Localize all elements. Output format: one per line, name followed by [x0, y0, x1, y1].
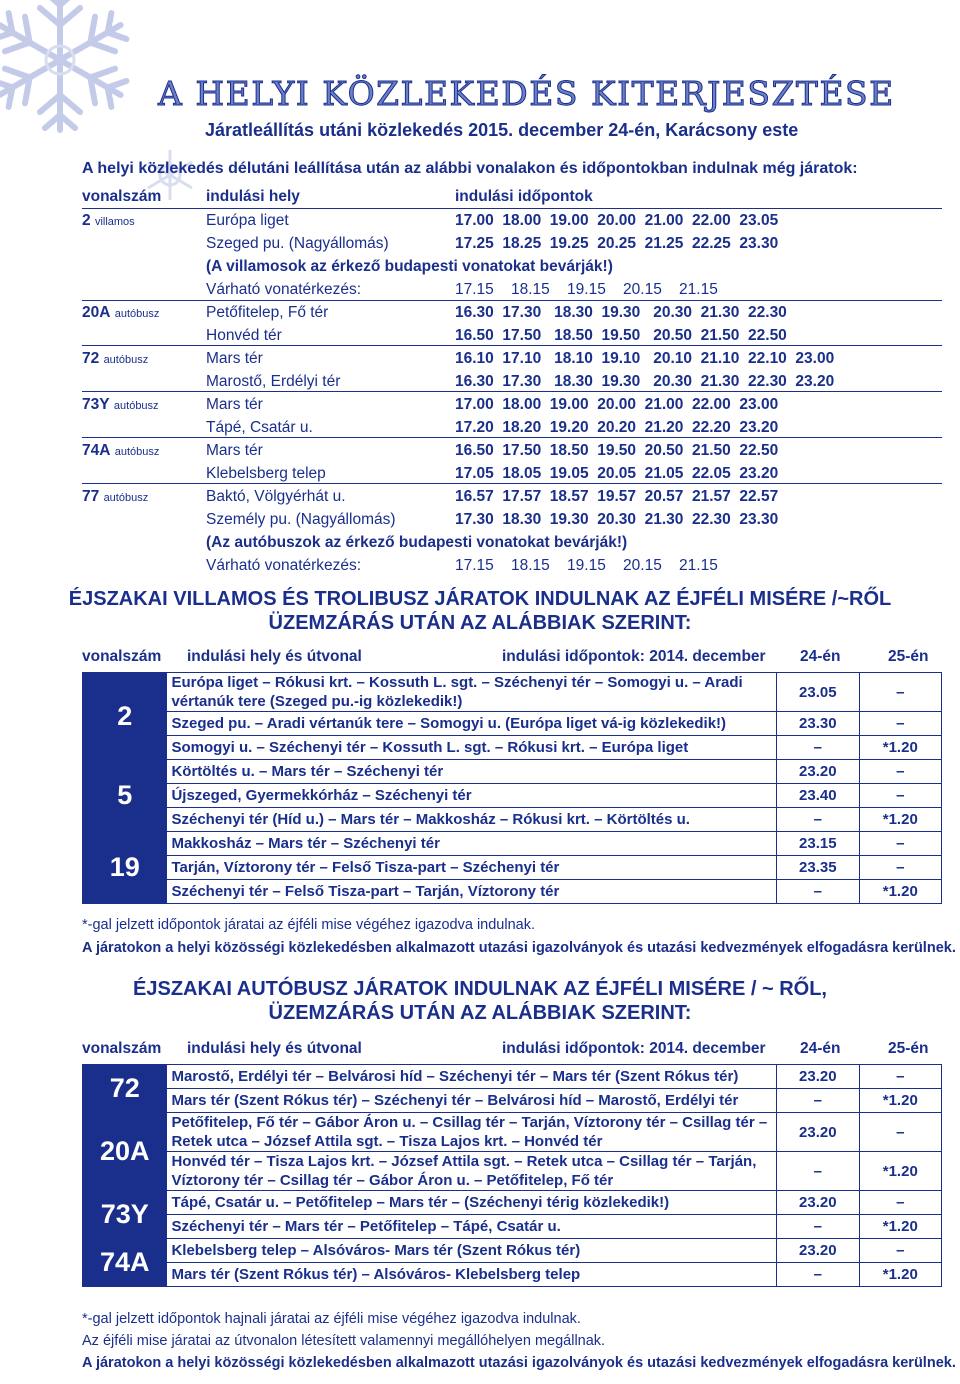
departure-place: Tápé, Csatár u. [206, 419, 313, 436]
route-description: Tápé, Csatár u. – Petőfitelep – Mars tér – (Széchenyi térig közlekedik!) [167, 1191, 777, 1215]
bus-header-24: 24-én [800, 1040, 841, 1057]
route-description: Széchenyi tér – Mars tér – Petőfitelep – Tápé, Csatár u. [167, 1215, 777, 1239]
line-number [82, 350, 148, 368]
line-number-cell: 74A [83, 1239, 167, 1287]
vehicle-type: autóbusz [103, 492, 149, 504]
time-24: 23.20 [777, 760, 859, 784]
route-description: Körtöltés u. – Mars tér – Széchenyi tér [167, 760, 777, 784]
route-description: Petőfitelep, Fő tér – Gábor Áron u. – Csillag tér – Tarján, Víztorony tér – Csillag tér – Retek utca – József Attila sgt. – Tisza Lajos krt. – Honvéd tér [167, 1113, 777, 1152]
departure-times: 17.25 18.25 19.25 20.25 21.25 22.25 23.30 [455, 235, 779, 252]
tram-header-25: 25-én [888, 648, 929, 665]
line-number [82, 488, 148, 506]
time-24: – [777, 1263, 859, 1287]
time-24: 23.05 [777, 673, 859, 712]
time-24: – [777, 808, 859, 832]
departure-place: Marostő, Erdélyi tér [206, 373, 341, 390]
line-number-cell: 73Y [83, 1191, 167, 1239]
departure-times: 17.15 18.15 19.15 20.15 21.15 [455, 281, 718, 298]
divider [82, 300, 942, 301]
time-24: – [777, 1089, 859, 1113]
header-indulasi-hely: indulási hely [206, 188, 300, 205]
departure-place: Petőfitelep, Fő tér [206, 304, 329, 321]
departure-times: 17.30 18.30 19.30 20.30 21.30 22.30 23.30 [455, 511, 779, 528]
departure-place: Baktó, Völgyérhát u. [206, 488, 346, 505]
time-24: 23.20 [777, 1113, 859, 1152]
departure-place: Mars tér [206, 442, 263, 459]
route-row [83, 1089, 942, 1113]
line-number-cell: 19 [83, 832, 167, 904]
departure-times: 16.30 17.30 18.30 19.30 20.30 21.30 22.30 [455, 304, 787, 321]
route-description: Somogyi u. – Széchenyi tér – Kossuth L. sgt. – Rókusi krt. – Európa liget [167, 736, 777, 760]
time-24: 23.20 [777, 1239, 859, 1263]
departure-times: 16.50 17.50 18.50 19.50 20.50 21.50 22.50 [455, 327, 787, 344]
line-label: 73Y [82, 396, 110, 413]
time-24: 23.20 [777, 1065, 859, 1089]
line-number-cell: 5 [83, 760, 167, 832]
route-description: Újszeged, Gyermekkórház – Széchenyi tér [167, 784, 777, 808]
time-25: *1.20 [859, 808, 941, 832]
bus-footnote1: *-gal jelzett időpontok hajnali járatai az éjféli mise végéhez igazodva indulnak. [82, 1311, 581, 1327]
line-number [82, 304, 159, 322]
time-24: 23.15 [777, 832, 859, 856]
tram-footnote: *-gal jelzett időpontok járatai az éjféli mise végéhez igazodva indulnak. [82, 917, 535, 933]
route-description: Makkosház – Mars tér – Széchenyi tér [167, 832, 777, 856]
route-description: Széchenyi tér – Felső Tisza-part – Tarján, Víztorony tér [167, 880, 777, 904]
route-description: Marostő, Erdélyi tér – Belvárosi híd – Széchenyi tér – Mars tér (Szent Rókus tér) [167, 1065, 777, 1089]
time-25: – [859, 856, 941, 880]
route-row [83, 1215, 942, 1239]
route-row [83, 712, 942, 736]
departure-times: 17.15 18.15 19.15 20.15 21.15 [455, 557, 718, 574]
route-description: Honvéd tér – Tisza Lajos krt. – József Attila sgt. – Retek utca – Csillag tér – Tarján, Víztorony tér – Csillag tér – Gábor Áron u. – Petőfitelep, Fő tér [167, 1152, 777, 1191]
departure-place: Személy pu. (Nagyállomás) [206, 511, 396, 528]
departure-place: Mars tér [206, 350, 263, 367]
time-24: – [777, 1215, 859, 1239]
route-row [83, 1065, 942, 1089]
divider [82, 391, 942, 392]
tram-title-line2: ÜZEMZÁRÁS UTÁN AZ ALÁBBIAK SZERINT: [268, 612, 692, 634]
departure-place: Klebelsberg telep [206, 465, 326, 482]
vehicle-type: autóbusz [103, 354, 149, 366]
line-number-cell: 20A [83, 1113, 167, 1191]
tram-header-line: vonalszám [82, 648, 162, 665]
time-24: – [777, 880, 859, 904]
time-25: – [859, 1239, 941, 1263]
tram-table [82, 672, 942, 904]
line-label: 2 [82, 212, 91, 229]
route-description: Klebelsberg telep – Alsóváros- Mars tér (Szent Rókus tér) [167, 1239, 777, 1263]
bus-header-route: indulási hely és útvonal [187, 1040, 362, 1057]
time-25: – [859, 1191, 941, 1215]
route-row [83, 808, 942, 832]
departure-times: 16.50 17.50 18.50 19.50 20.50 21.50 22.50 [455, 442, 779, 459]
time-25: – [859, 760, 941, 784]
departure-place: Európa liget [206, 212, 289, 229]
line-label: 77 [82, 488, 100, 505]
route-description: Széchenyi tér (Híd u.) – Mars tér – Makkosház – Rókusi krt. – Körtöltés u. [167, 808, 777, 832]
time-25: – [859, 712, 941, 736]
departure-times: 17.05 18.05 19.05 20.05 21.05 22.05 23.20 [455, 465, 779, 482]
bus-header-times: indulási időpontok: 2014. december [502, 1040, 766, 1057]
time-25: *1.20 [859, 736, 941, 760]
route-row [83, 673, 942, 712]
route-row [83, 1263, 942, 1287]
departure-times: 16.57 17.57 18.57 19.57 20.57 21.57 22.57 [455, 488, 779, 505]
time-24: 23.35 [777, 856, 859, 880]
time-25: – [859, 1113, 941, 1152]
time-25: *1.20 [859, 1215, 941, 1239]
route-row [83, 1239, 942, 1263]
schedule-note: (A villamosok az érkező budapesti vonatokat bevárják!) [206, 258, 613, 275]
vehicle-type: autóbusz [114, 308, 160, 320]
bus-table [82, 1064, 942, 1287]
line-number-cell: 72 [83, 1065, 167, 1113]
divider [82, 208, 942, 209]
time-25: – [859, 832, 941, 856]
route-row [83, 832, 942, 856]
line-number [82, 442, 159, 460]
departure-place: Mars tér [206, 396, 263, 413]
line-number [82, 212, 135, 230]
route-description: Mars tér (Szent Rókus tér) – Alsóváros- Klebelsberg telep [167, 1263, 777, 1287]
route-description: Tarján, Víztorony tér – Felső Tisza-part – Széchenyi tér [167, 856, 777, 880]
time-24: 23.20 [777, 1191, 859, 1215]
route-row [83, 1113, 942, 1152]
route-description: Európa liget – Rókusi krt. – Kossuth L. sgt. – Széchenyi tér – Somogyi u. – Aradi vértanúk tere (Szeged pu.-ig közlekedik!) [167, 673, 777, 712]
bus-header-25: 25-én [888, 1040, 929, 1057]
schedule-note: (Az autóbuszok az érkező budapesti vonatokat bevárják!) [206, 534, 628, 551]
route-row [83, 880, 942, 904]
departure-place: Várható vonatérkezés: [206, 281, 362, 298]
divider [82, 483, 942, 484]
route-description: Szeged pu. – Aradi vértanúk tere – Somogyi u. (Európa liget vá-ig közlekedik!) [167, 712, 777, 736]
line-label: 74A [82, 442, 111, 459]
time-25: – [859, 673, 941, 712]
bus-title-line1: ÉJSZAKAI AUTÓBUSZ JÁRATOK INDULNAK AZ ÉJFÉLI MISÉRE / ~ RŐL, [133, 978, 827, 1000]
line-label: 72 [82, 350, 100, 367]
header-indulasi-idopontok: indulási időpontok [455, 188, 593, 205]
route-row [83, 1152, 942, 1191]
departure-place: Szeged pu. (Nagyállomás) [206, 235, 389, 252]
time-24: – [777, 736, 859, 760]
tram-header-times: indulási időpontok: 2014. december [502, 648, 766, 665]
tram-title-line1: ÉJSZAKAI VILLAMOS ÉS TROLIBUSZ JÁRATOK INDULNAK AZ ÉJFÉLI MISÉRE /~RŐL [68, 588, 892, 610]
route-description: Mars tér (Szent Rókus tér) – Széchenyi tér – Belvárosi híd – Marostő, Erdélyi tér [167, 1089, 777, 1113]
route-row [83, 760, 942, 784]
departure-times: 16.30 17.30 18.30 19.30 20.30 21.30 22.30 23.20 [455, 373, 835, 390]
departure-times: 17.00 18.00 19.00 20.00 21.00 22.00 23.00 [455, 396, 779, 413]
divider [82, 345, 942, 346]
line-number [82, 396, 159, 414]
departure-times: 17.20 18.20 19.20 20.20 21.20 22.20 23.20 [455, 419, 779, 436]
vehicle-type: autóbusz [113, 400, 159, 412]
bus-header-line: vonalszám [82, 1040, 162, 1057]
tram-footnote-bold: A járatokon a helyi közösségi közlekedésben alkalmazott utazási igazolványok és utazási kedvezmények elfogadásra kerülnek. [82, 940, 956, 956]
bus-footnote2: Az éjféli mise járatai az útvonalon létesített valamennyi megállóhelyen megállnak. [82, 1333, 606, 1349]
time-25: *1.20 [859, 880, 941, 904]
route-row [83, 856, 942, 880]
time-24: – [777, 1152, 859, 1191]
line-number-cell: 2 [83, 673, 167, 760]
time-25: *1.20 [859, 1152, 941, 1191]
tram-section-title [0, 587, 960, 635]
divider [82, 437, 942, 438]
vehicle-type: villamos [94, 216, 135, 228]
time-24: 23.40 [777, 784, 859, 808]
time-25: *1.20 [859, 1089, 941, 1113]
time-25: – [859, 1065, 941, 1089]
bus-section-title [0, 977, 960, 1025]
route-row [83, 784, 942, 808]
time-25: *1.20 [859, 1263, 941, 1287]
route-row [83, 1191, 942, 1215]
intro-text: A helyi közlekedés délutáni leállítása után az alábbi vonalakon és időpontokban indulnak még járatok: [82, 160, 858, 177]
page-title: A HELYI KÖZLEKEDÉS KITERJESZTÉSE [158, 74, 895, 113]
tram-header-route: indulási hely és útvonal [187, 648, 362, 665]
departure-place: Honvéd tér [206, 327, 282, 344]
line-label: 20A [82, 304, 111, 321]
vehicle-type: autóbusz [114, 446, 160, 458]
bus-footnote3: A járatokon a helyi közösségi közlekedésben alkalmazott utazási igazolványok és utazási kedvezmények elfogadásra kerülnek. [82, 1355, 956, 1371]
page-subtitle: Járatleállítás utáni közlekedés 2015. december 24-én, Karácsony este [205, 120, 799, 140]
departure-times: 17.00 18.00 19.00 20.00 21.00 22.00 23.05 [455, 212, 779, 229]
tram-header-24: 24-én [800, 648, 841, 665]
route-row [83, 736, 942, 760]
time-25: – [859, 784, 941, 808]
header-vonalszam: vonalszám [82, 188, 162, 205]
departure-times: 16.10 17.10 18.10 19.10 20.10 21.10 22.10 23.00 [455, 350, 835, 367]
bus-title-line2: ÜZEMZÁRÁS UTÁN AZ ALÁBBIAK SZERINT: [268, 1002, 692, 1024]
departure-place: Várható vonatérkezés: [206, 557, 362, 574]
time-24: 23.30 [777, 712, 859, 736]
